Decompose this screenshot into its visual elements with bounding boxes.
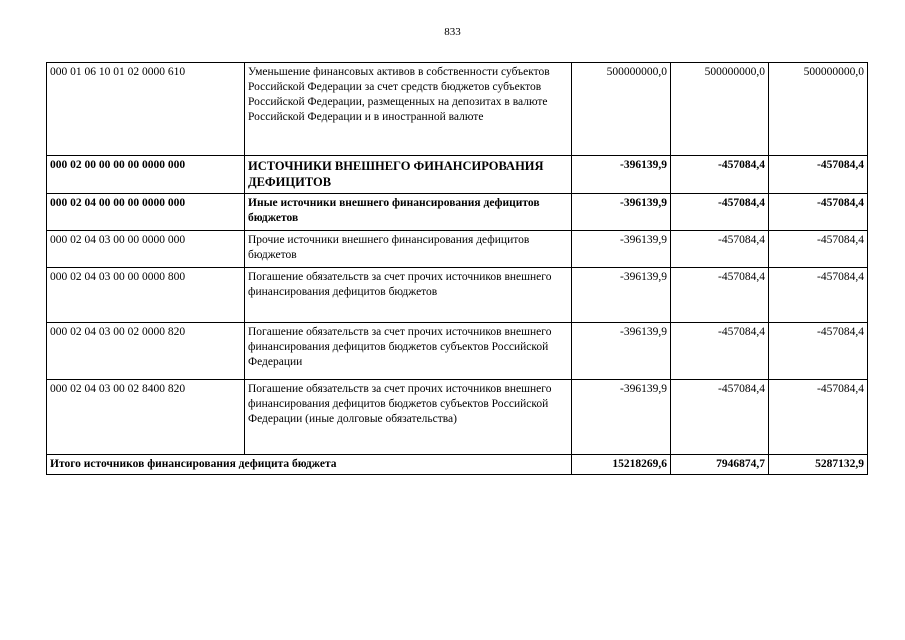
row-name: Погашение обязательств за счет прочих источников внешнего финансирования дефицитов бюджетов: [245, 268, 572, 323]
table-row: [47, 63, 868, 156]
row-value-1: 500000000,0: [572, 63, 671, 156]
row-code: 000 01 06 10 01 02 0000 610: [47, 63, 245, 156]
row-value-2: -457084,4: [671, 231, 769, 268]
row-name: Иные источники внешнего финансирования дефицитов бюджетов: [245, 194, 572, 231]
table-row: [47, 323, 868, 380]
row-value-1: -396139,9: [572, 323, 671, 380]
total-value-1: 15218269,6: [572, 455, 671, 475]
row-value-3: -457084,4: [769, 323, 868, 380]
row-value-1: -396139,9: [572, 268, 671, 323]
row-value-2: -457084,4: [671, 194, 769, 231]
row-value-2: -457084,4: [671, 380, 769, 455]
table-row: [47, 194, 868, 231]
row-value-2: -457084,4: [671, 156, 769, 194]
row-code: 000 02 04 03 00 00 0000 800: [47, 268, 245, 323]
row-value-1: -396139,9: [572, 231, 671, 268]
row-value-3: -457084,4: [769, 194, 868, 231]
table-row: [47, 156, 868, 194]
total-row: [47, 455, 868, 475]
row-value-3: 500000000,0: [769, 63, 868, 156]
row-value-2: -457084,4: [671, 323, 769, 380]
row-name: Погашение обязательств за счет прочих источников внешнего финансирования дефицитов бюджетов субъектов Российской Федерации (иные долговые обязательства): [245, 380, 572, 455]
row-value-3: -457084,4: [769, 231, 868, 268]
row-value-3: -457084,4: [769, 380, 868, 455]
row-code: 000 02 04 03 00 02 8400 820: [47, 380, 245, 455]
row-value-2: -457084,4: [671, 268, 769, 323]
row-value-1: -396139,9: [572, 156, 671, 194]
table-row: [47, 231, 868, 268]
row-code: 000 02 04 03 00 00 0000 000: [47, 231, 245, 268]
row-code: 000 02 00 00 00 00 0000 000: [47, 156, 245, 194]
row-name: Погашение обязательств за счет прочих источников внешнего финансирования дефицитов бюджетов субъектов Российской Федерации: [245, 323, 572, 380]
row-value-3: -457084,4: [769, 156, 868, 194]
row-code: 000 02 04 00 00 00 0000 000: [47, 194, 245, 231]
page-number: 833: [444, 26, 461, 38]
row-code: 000 02 04 03 00 02 0000 820: [47, 323, 245, 380]
row-value-1: -396139,9: [572, 380, 671, 455]
total-value-2: 7946874,7: [671, 455, 769, 475]
row-name: Уменьшение финансовых активов в собственности субъектов Российской Федерации за счет средств бюджетов субъектов Российской Федерации, размещенных на депозитах в валюте Российской Федерации и в иностранной валюте: [245, 63, 572, 156]
table-row: [47, 268, 868, 323]
row-name: ИСТОЧНИКИ ВНЕШНЕГО ФИНАНСИРОВАНИЯ ДЕФИЦИТОВ: [245, 156, 572, 194]
total-label: Итого источников финансирования дефицита бюджета: [47, 455, 572, 475]
row-value-3: -457084,4: [769, 268, 868, 323]
budget-sources-table: [46, 62, 868, 475]
row-value-2: 500000000,0: [671, 63, 769, 156]
row-name: Прочие источники внешнего финансирования дефицитов бюджетов: [245, 231, 572, 268]
table-row: [47, 380, 868, 455]
row-value-1: -396139,9: [572, 194, 671, 231]
total-value-3: 5287132,9: [769, 455, 868, 475]
